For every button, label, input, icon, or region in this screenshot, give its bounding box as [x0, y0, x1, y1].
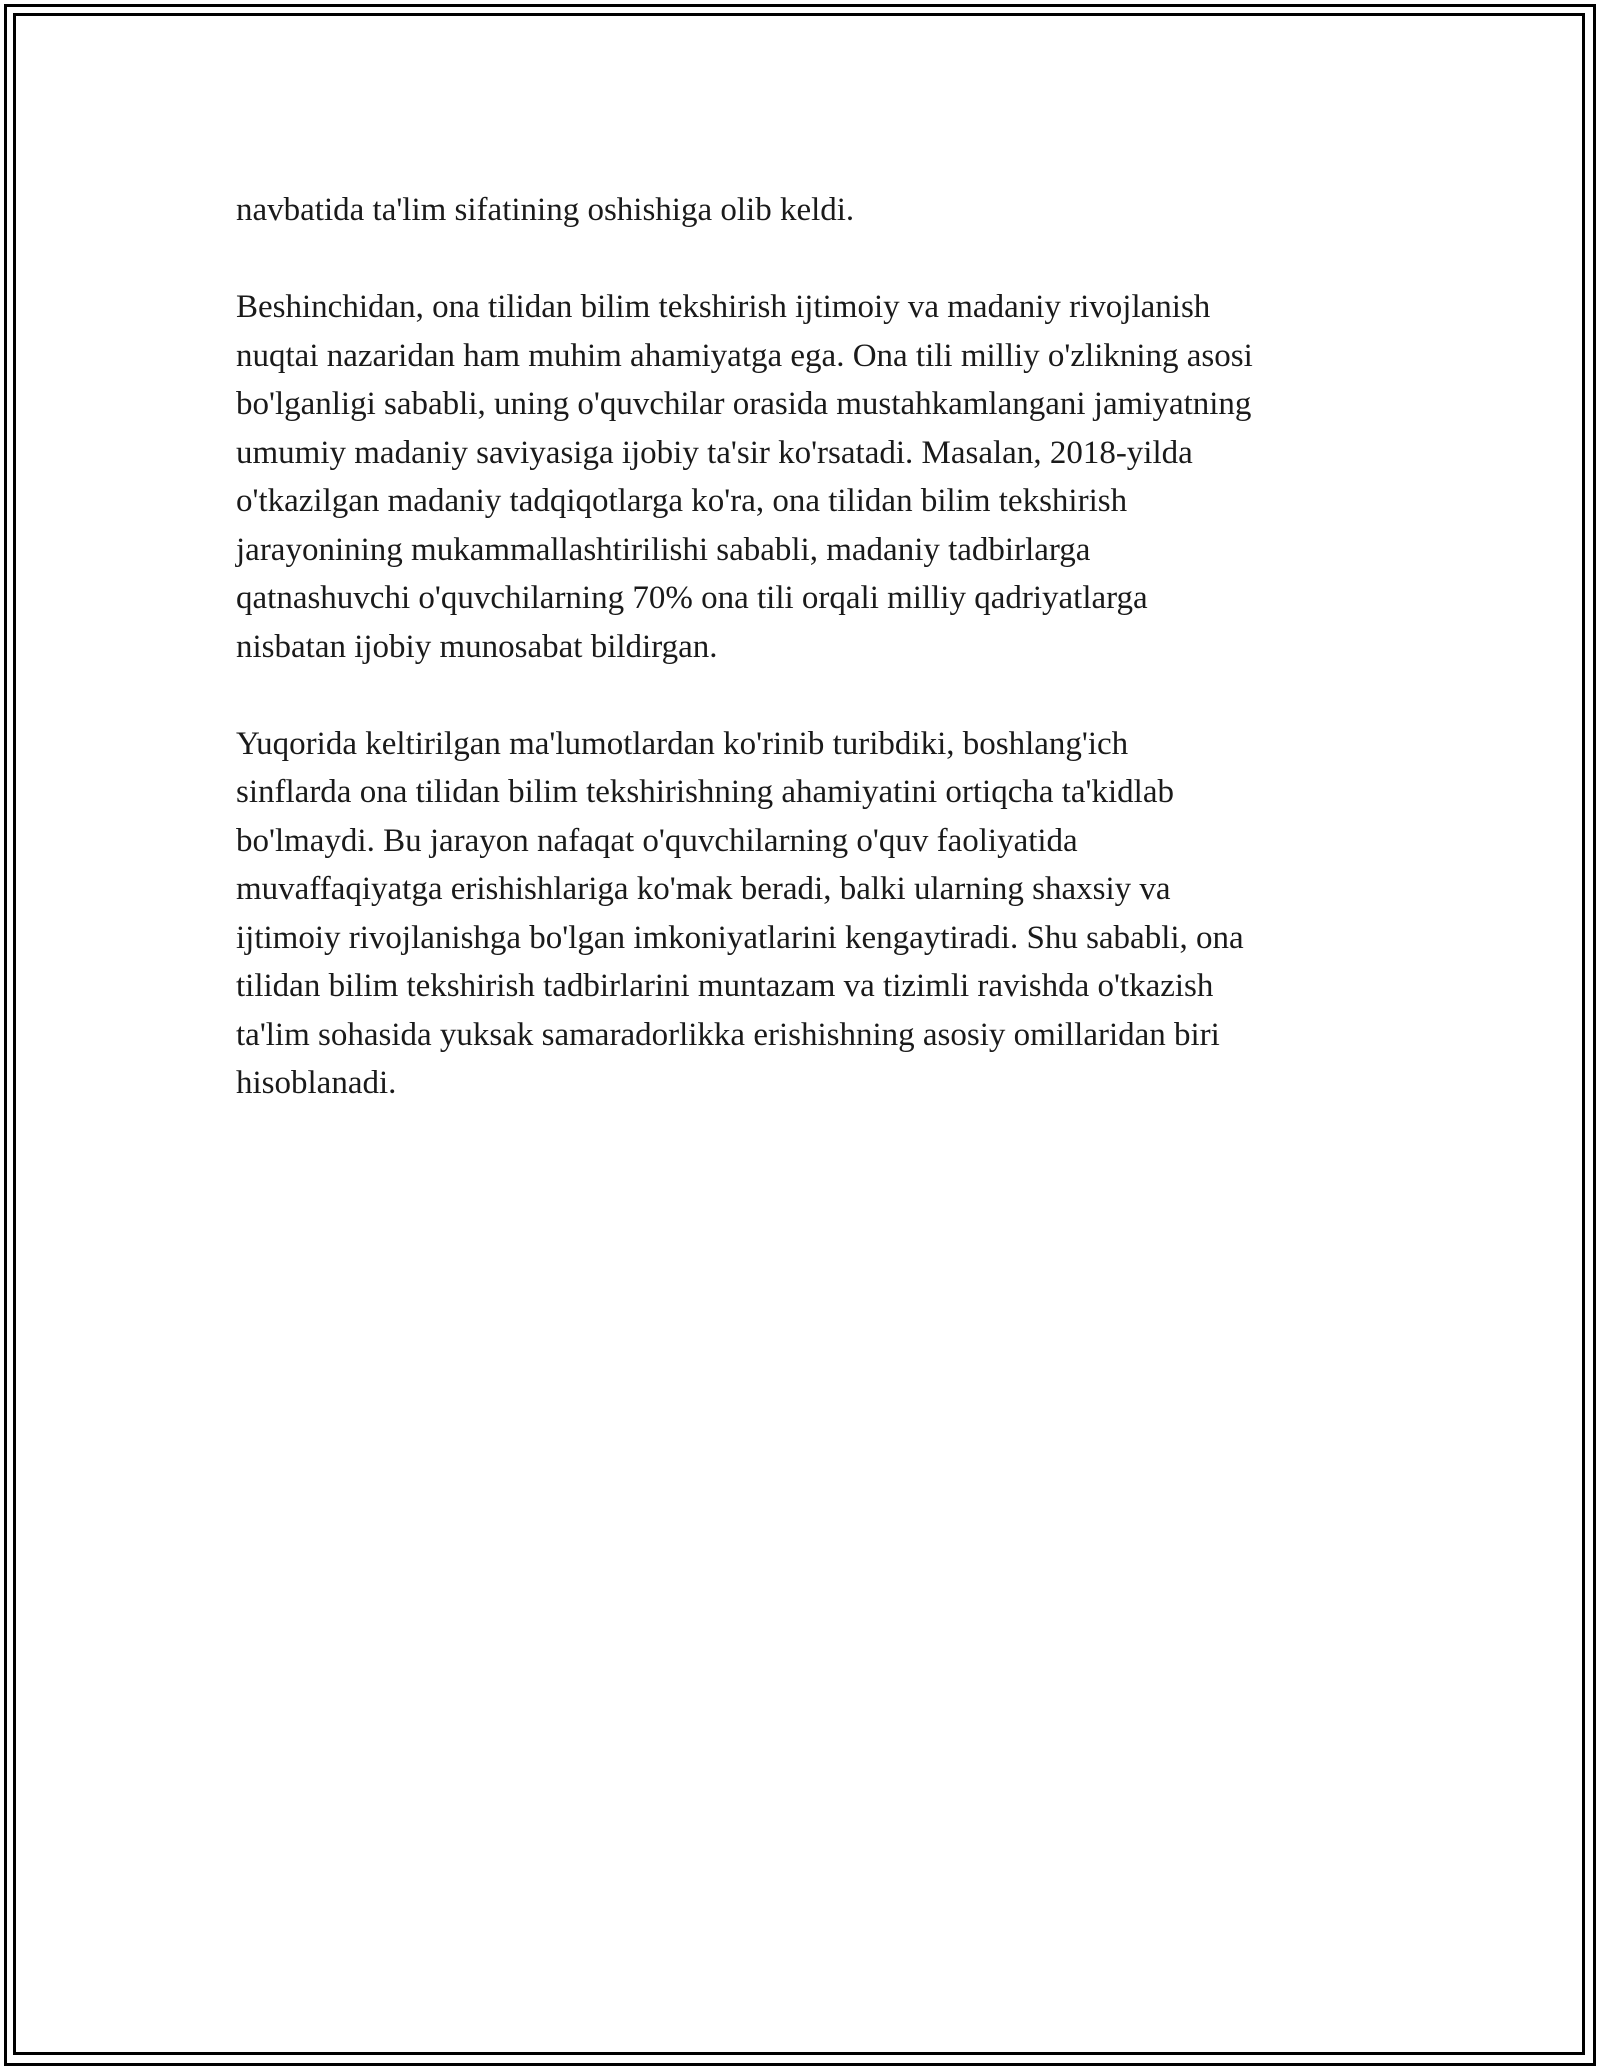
document-body [236, 186, 1386, 1156]
paragraph-fifth-point: Beshinchidan, ona tilidan bilim tekshirish ijtimoiy va madaniy rivojlanish nuqtai nazaridan ham muhim ahamiyatga ega. Ona tili milliy o'zlikning asosi bo'lganligi sababli, uning o'quvchilar orasida mustahkamlangani jamiyatning umumiy madaniy saviyasiga ijobiy ta'sir ko'rsatadi. Masalan, 2018-yilda o'tkazilgan madaniy tadqiqotlarga ko'ra, ona tilidan bilim tekshirish jarayonining mukammallashtirilishi sababli, madaniy tadbirlarga qatnashuvchi o'quvchilarning 70% ona tili orqali milliy qadriyatlarga nisbatan ijobiy munosabat bildirgan. [236, 289, 1253, 665]
paragraph-conclusion: Yuqorida keltirilgan ma'lumotlardan ko'rinib turibdiki, boshlang'ich sinflarda ona tilidan bilim tekshirishning ahamiyatini ortiqcha ta'kidlab bo'lmaydi. Bu jarayon nafaqat o'quvchilarning o'quv faoliyatida muvaffaqiyatga erishishlariga ko'mak beradi, balki ularning shaxsiy va ijtimoiy rivojlanishga bo'lgan imkoniyatlarini kengaytiradi. Shu sababli, ona tilidan bilim tekshirish tadbirlarini muntazam va tizimli ravishda o'tkazish ta'lim sohasida yuksak samaradorlikka erishishning asosiy omillaridan biri hisoblanadi. [236, 725, 1244, 1101]
paragraph-continuation: navbatida ta'lim sifatining oshishiga olib keldi. [236, 192, 855, 228]
